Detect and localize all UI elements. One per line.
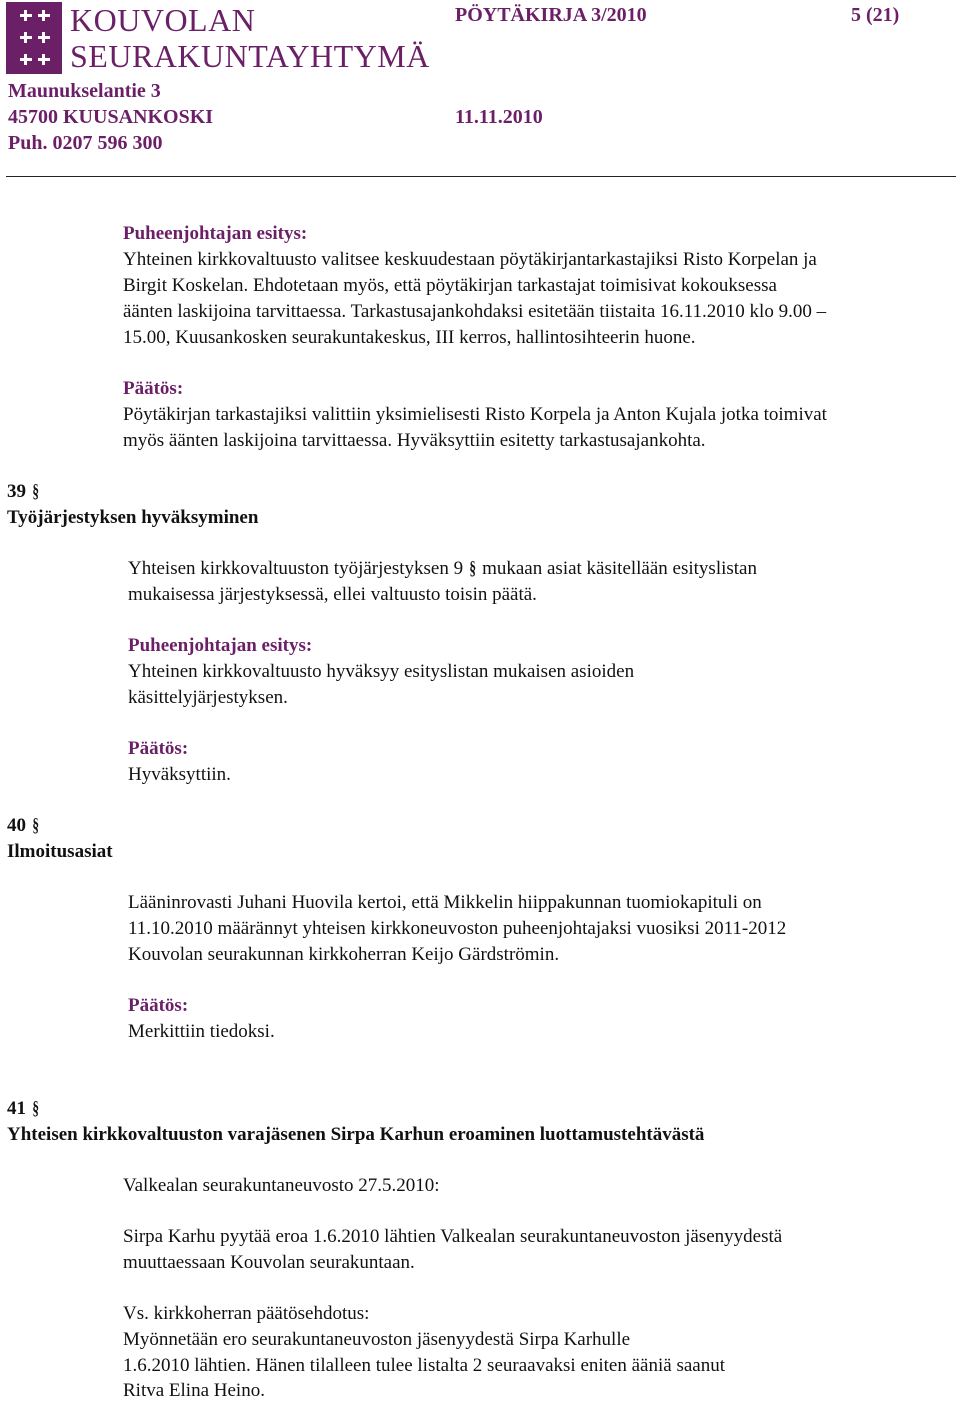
paragraph-line: Ritva Elina Heino. xyxy=(123,1380,265,1401)
page-number: 5 (21) xyxy=(851,4,900,26)
decision-label: Päätös: xyxy=(128,738,189,759)
paragraph-line: 15.00, Kuusankosken seurakuntakeskus, III kerros, hallintosihteerin huone. xyxy=(123,327,696,348)
paragraph-line: Yhteinen kirkkovaltuusto valitsee keskuudestaan pöytäkirjantarkastajiksi Risto Korpelan ja xyxy=(123,249,817,270)
section-40-number: 40 § xyxy=(7,813,40,839)
section-sign: § xyxy=(32,1098,39,1119)
section-39-intro: Yhteisen kirkkovaltuuston työjärjestyksen 9 § mukaan asiat käsitellään esityslistan xyxy=(128,556,757,582)
section-41-title: Yhteisen kirkkovaltuuston varajäsenen Sirpa Karhun eroaminen luottamustehtävästä xyxy=(7,1124,705,1145)
paragraph-line: Kouvolan seurakunnan kirkkoherran Keijo Gärdströmin. xyxy=(128,944,560,965)
proposal-label: Puheenjohtajan esitys: xyxy=(123,223,308,244)
document-title: PÖYTÄKIRJA 3/2010 xyxy=(455,4,647,26)
proposal-label: Puheenjohtajan esitys: xyxy=(128,635,313,656)
paragraph-line: Yhteinen kirkkovaltuusto hyväksyy esityslistan mukaisen asioiden xyxy=(128,661,635,682)
decision-label: Päätös: xyxy=(123,378,184,399)
church-logo-icon xyxy=(6,2,62,74)
section-39-title: Työjärjestyksen hyväksyminen xyxy=(7,507,259,528)
section-sign: § xyxy=(469,558,476,579)
paragraph-line: Birgit Koskelan. Ehdotetaan myös, että pöytäkirjan tarkastajat toimisivat kokouksessa xyxy=(123,275,777,296)
meeting-date: 11.11.2010 xyxy=(455,106,543,128)
paragraph-line: 1.6.2010 lähtien. Hänen tilalleen tulee listalta 2 seuraavaksi eniten ääniä saanut xyxy=(123,1355,725,1376)
reference-line: Valkealan seurakuntaneuvosto 27.5.2010: xyxy=(123,1175,440,1196)
proposal-label: Vs. kirkkoherran päätösehdotus: xyxy=(123,1303,370,1324)
phone: Puh. 0207 596 300 xyxy=(8,132,163,154)
logo-line1: KOUVOLAN xyxy=(70,2,256,38)
decision-line: myös äänten laskijoina tarvittaessa. Hyväksyttiin esitetty tarkastusajankohta. xyxy=(123,430,706,451)
paragraph-line: äänten laskijoina tarvittaessa. Tarkastusajankohdaksi esitetään tiistaita 16.11.2010 klo 9.00 – xyxy=(123,301,827,322)
paragraph-line: 11.10.2010 määrännyt yhteisen kirkkoneuvoston puheenjohtajaksi vuosiksi 2011-2012 xyxy=(128,918,787,939)
address-postal: 45700 KUUSANKOSKI xyxy=(8,106,214,128)
logo-line2: SEURAKUNTAYHTYMÄ xyxy=(70,38,430,74)
decision-line: Hyväksyttiin. xyxy=(128,764,231,785)
header-divider xyxy=(6,176,956,177)
paragraph-line: Lääninrovasti Juhani Huovila kertoi, että Mikkelin hiippakunnan tuomiokapituli on xyxy=(128,892,762,913)
section-40-title: Ilmoitusasiat xyxy=(7,841,113,862)
paragraph-line: Sirpa Karhu pyytää eroa 1.6.2010 lähtien Valkealan seurakuntaneuvoston jäsenyydestä xyxy=(123,1226,783,1247)
decision-line: Pöytäkirjan tarkastajiksi valittiin yksimielisesti Risto Korpela ja Anton Kujala jotka toimivat xyxy=(123,404,827,425)
address-street: Maunukselantie 3 xyxy=(8,80,161,102)
paragraph-line: käsittelyjärjestyksen. xyxy=(128,687,288,708)
section-sign: § xyxy=(32,481,39,502)
section-sign: § xyxy=(32,815,39,836)
paragraph-line: mukaisessa järjestyksessä, ellei valtuusto toisin päätä. xyxy=(128,584,537,605)
section-39-number: 39 § xyxy=(7,479,40,505)
paragraph-line: muuttaessaan Kouvolan seurakuntaan. xyxy=(123,1252,415,1273)
paragraph-line: Myönnetään ero seurakuntaneuvoston jäsenyydestä Sirpa Karhulle xyxy=(123,1329,631,1350)
section-41-number: 41 § xyxy=(7,1096,40,1122)
decision-line: Merkittiin tiedoksi. xyxy=(128,1021,275,1042)
decision-label: Päätös: xyxy=(128,995,189,1016)
